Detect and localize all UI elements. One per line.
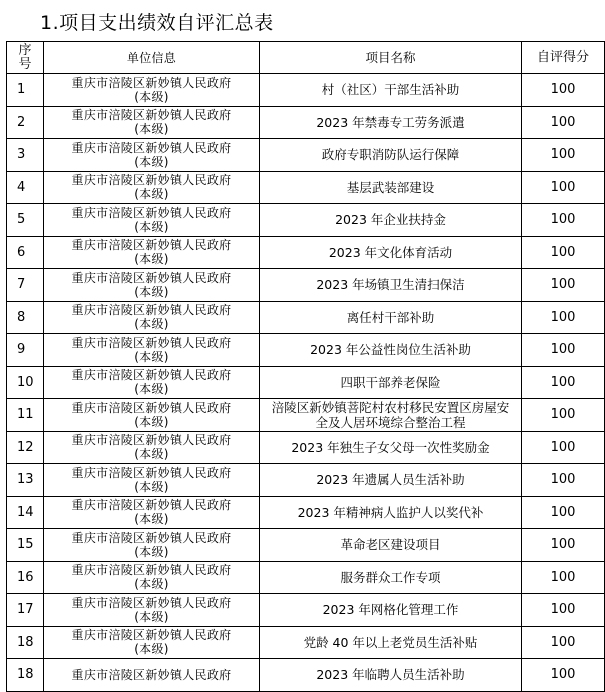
- unit-level: (本级): [134, 219, 169, 234]
- table-row: [7, 529, 605, 562]
- row-unit: [44, 561, 260, 594]
- row-seq: 12: [7, 431, 44, 464]
- row-score: 100: [522, 269, 605, 302]
- table-row: [7, 561, 605, 594]
- row-seq: 6: [7, 236, 44, 269]
- row-project: 2023 年独生子女父母一次性奖励金: [260, 431, 522, 464]
- unit-level: (本级): [134, 349, 169, 364]
- row-score: 100: [522, 74, 605, 107]
- row-seq: 3: [7, 139, 44, 172]
- row-seq: 2: [7, 106, 44, 139]
- row-score: 100: [522, 106, 605, 139]
- row-unit: [44, 529, 260, 562]
- row-unit: [44, 334, 260, 367]
- unit-name: 重庆市涪陵区新妙镇人民政府: [71, 530, 232, 545]
- unit-level: (本级): [134, 642, 169, 657]
- row-unit: [44, 171, 260, 204]
- row-score: 100: [522, 171, 605, 204]
- row-project: 2023 年文化体育活动: [260, 236, 522, 269]
- table-row: [7, 171, 605, 204]
- row-project: 离任村干部补助: [260, 301, 522, 334]
- row-seq: 13: [7, 464, 44, 497]
- unit-name: 重庆市涪陵区新妙镇人民政府: [71, 173, 232, 188]
- unit-name: 重庆市涪陵区新妙镇人民政府: [71, 563, 232, 578]
- unit-name: 重庆市涪陵区新妙镇人民政府: [71, 238, 232, 253]
- row-seq: 5: [7, 204, 44, 237]
- row-unit: [44, 301, 260, 334]
- row-project: 2023 年网格化管理工作: [260, 594, 522, 627]
- row-project: 2023 年场镇卫生清扫保洁: [260, 269, 522, 302]
- row-seq: 18: [7, 659, 44, 692]
- unit-name: 重庆市涪陵区新妙镇人民政府: [71, 595, 232, 610]
- row-project: 2023 年遗属人员生活补助: [260, 464, 522, 497]
- row-project: 革命老区建设项目: [260, 529, 522, 562]
- table-row: [7, 236, 605, 269]
- row-project: 涪陵区新妙镇菩陀村农村移民安置区房屋安全及人居环境综合整治工程: [260, 399, 522, 432]
- row-project: 服务群众工作专项: [260, 561, 522, 594]
- header-seq: [7, 42, 44, 74]
- row-project: 党龄 40 年以上老党员生活补贴: [260, 626, 522, 659]
- table-row: [7, 74, 605, 107]
- table-header-row: [7, 42, 605, 74]
- row-score: 100: [522, 399, 605, 432]
- table-row: [7, 594, 605, 627]
- unit-level: (本级): [134, 89, 169, 104]
- table-row: [7, 659, 605, 692]
- row-unit: [44, 659, 260, 692]
- unit-level: (本级): [134, 187, 169, 202]
- unit-name: 重庆市涪陵区新妙镇人民政府: [71, 667, 232, 682]
- row-seq: 16: [7, 561, 44, 594]
- row-unit: [44, 464, 260, 497]
- row-score: 100: [522, 496, 605, 529]
- row-score: 100: [522, 529, 605, 562]
- row-score: 100: [522, 301, 605, 334]
- table-body: [7, 74, 605, 692]
- row-project: 基层武装部建设: [260, 171, 522, 204]
- row-seq: 9: [7, 334, 44, 367]
- row-score: 100: [522, 139, 605, 172]
- header-seq-label: 序 号: [18, 42, 32, 72]
- unit-level: (本级): [134, 512, 169, 527]
- table-row: [7, 204, 605, 237]
- row-unit: [44, 399, 260, 432]
- unit-name: 重庆市涪陵区新妙镇人民政府: [71, 368, 232, 383]
- row-project: 村（社区）干部生活补助: [260, 74, 522, 107]
- unit-level: (本级): [134, 252, 169, 267]
- row-score: 100: [522, 431, 605, 464]
- row-score: 100: [522, 659, 605, 692]
- unit-name: 重庆市涪陵区新妙镇人民政府: [71, 433, 232, 448]
- row-unit: [44, 594, 260, 627]
- row-score: 100: [522, 626, 605, 659]
- unit-name: 重庆市涪陵区新妙镇人民政府: [71, 498, 232, 513]
- row-project: 2023 年企业扶持金: [260, 204, 522, 237]
- unit-level: (本级): [134, 284, 169, 299]
- unit-name: 重庆市涪陵区新妙镇人民政府: [71, 628, 232, 643]
- row-seq: 14: [7, 496, 44, 529]
- unit-name: 重庆市涪陵区新妙镇人民政府: [71, 465, 232, 480]
- row-unit: [44, 431, 260, 464]
- row-score: 100: [522, 236, 605, 269]
- row-project: 2023 年精神病人监护人以奖代补: [260, 496, 522, 529]
- row-unit: [44, 139, 260, 172]
- unit-name: 重庆市涪陵区新妙镇人民政府: [71, 108, 232, 123]
- row-unit: [44, 106, 260, 139]
- row-score: 100: [522, 204, 605, 237]
- unit-name: 重庆市涪陵区新妙镇人民政府: [71, 140, 232, 155]
- unit-level: (本级): [134, 414, 169, 429]
- summary-table: [6, 41, 605, 692]
- row-seq: 17: [7, 594, 44, 627]
- row-seq: 15: [7, 529, 44, 562]
- table-row: [7, 334, 605, 367]
- unit-name: 重庆市涪陵区新妙镇人民政府: [71, 270, 232, 285]
- table-row: [7, 139, 605, 172]
- row-score: 100: [522, 366, 605, 399]
- table-row: [7, 464, 605, 497]
- table-row: [7, 269, 605, 302]
- row-project: 四职干部养老保险: [260, 366, 522, 399]
- unit-name: 重庆市涪陵区新妙镇人民政府: [71, 400, 232, 415]
- unit-level: (本级): [134, 479, 169, 494]
- unit-level: (本级): [134, 609, 169, 624]
- unit-level: (本级): [134, 154, 169, 169]
- unit-name: 重庆市涪陵区新妙镇人民政府: [71, 335, 232, 350]
- unit-name: 重庆市涪陵区新妙镇人民政府: [71, 303, 232, 318]
- row-unit: [44, 204, 260, 237]
- row-seq: 18: [7, 626, 44, 659]
- row-unit: [44, 236, 260, 269]
- row-project: 2023 年禁毒专工劳务派遣: [260, 106, 522, 139]
- row-seq: 8: [7, 301, 44, 334]
- row-score: 100: [522, 334, 605, 367]
- row-score: 100: [522, 464, 605, 497]
- row-seq: 10: [7, 366, 44, 399]
- unit-level: (本级): [134, 317, 169, 332]
- row-score: 100: [522, 561, 605, 594]
- header-score: 自评得分: [522, 42, 605, 74]
- row-seq: 4: [7, 171, 44, 204]
- row-seq: 7: [7, 269, 44, 302]
- table-row: [7, 626, 605, 659]
- unit-name: 重庆市涪陵区新妙镇人民政府: [71, 205, 232, 220]
- row-unit: [44, 626, 260, 659]
- header-project: 项目名称: [260, 42, 522, 74]
- row-unit: [44, 74, 260, 107]
- row-unit: [44, 366, 260, 399]
- row-seq: 11: [7, 399, 44, 432]
- table-row: [7, 301, 605, 334]
- row-unit: [44, 269, 260, 302]
- row-score: 100: [522, 594, 605, 627]
- unit-level: (本级): [134, 122, 169, 137]
- row-seq: 1: [7, 74, 44, 107]
- table-row: [7, 399, 605, 432]
- unit-name: 重庆市涪陵区新妙镇人民政府: [71, 75, 232, 90]
- unit-level: (本级): [134, 382, 169, 397]
- table-row: [7, 106, 605, 139]
- header-unit: 单位信息: [44, 42, 260, 74]
- row-unit: [44, 496, 260, 529]
- row-project: 政府专职消防队运行保障: [260, 139, 522, 172]
- row-project: 2023 年临聘人员生活补助: [260, 659, 522, 692]
- table-row: [7, 496, 605, 529]
- unit-level: (本级): [134, 544, 169, 559]
- table-row: [7, 366, 605, 399]
- table-row: [7, 431, 605, 464]
- unit-level: (本级): [134, 577, 169, 592]
- unit-level: (本级): [134, 447, 169, 462]
- row-project: 2023 年公益性岗位生活补助: [260, 334, 522, 367]
- page-title: 1.项目支出绩效自评汇总表: [40, 12, 274, 34]
